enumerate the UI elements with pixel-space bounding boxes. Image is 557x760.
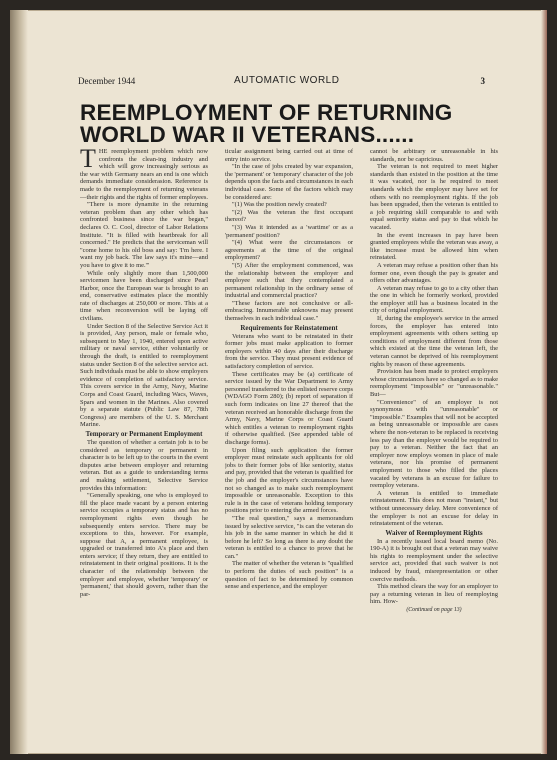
- drop-cap: T: [80, 148, 96, 173]
- issue-date: December 1944: [78, 76, 136, 86]
- section-heading: Waiver of Reemployment Rights: [385, 528, 483, 537]
- list-item: "(3) Was it intended as a 'wartime' or as a 'permanent' position?: [225, 223, 353, 239]
- paragraph: While only slightly more than 1,500,000 servicemen have been discharged since Pearl Harbor, once the European war is brought to an end, conservative estimates place the monthly rate of discharges at 250,000 or more. This at a time when reconversion will be laying off civilians.: [80, 269, 208, 323]
- paragraph: "These factors are not conclusive or all-embracing. Innumerable unknowns may present themselves in each individual case.": [225, 299, 353, 323]
- paragraph: This method clears the way for an employer to pay a returning veteran in lieu of reemploying him. How-: [370, 583, 498, 606]
- paragraph: Provision has been made to protect employers whose circumstances have so changed as to make reemployment "impossible" or "unreasonable." But—: [370, 368, 498, 398]
- paragraph: A veteran is entitled to immediate reinstatement. This does not mean "instant," but without unnecessary delay. Mere convenience of the employer is not an excuse for delay in reinstatement of the veteran.: [370, 489, 498, 528]
- paragraph: Veterans who want to be reinstated in their former jobs must make application to former employers within 40 days after their discharge from the service. They must present evidence of satisfactory completion of service.: [225, 332, 353, 371]
- paragraph: cannot be arbitrary or unreasonable in his standards, nor be capricious.: [370, 148, 498, 163]
- paragraph: "Generally speaking, one who is employed to fill the place made vacant by a person entering service occupies a temporary status and has no reemployment rights even though he subsequently enters service. There may be exceptions to this, however. For example, suppose that A, a permanent employee, is upgraded or transferred into A's place and then enters service; if they return, they are entitled to reinstatement in their original positions. It is the character of the relationship between the employer and employee, whether 'temporary' or 'permanent,' that should govern, rather than the par-: [80, 492, 208, 598]
- magazine-name: AUTOMATIC WORLD: [234, 75, 340, 86]
- section-heading: Requirements for Reinstatement: [240, 323, 338, 332]
- paragraph: "Convenience" of an employer is not synonymous with "unreasonable" or "impossible." Examples that will not be accepted as being unreasonable or impossible are cases where the non-veteran to be replaced is receiving less pay than the employer would be required to pay to a veteran. Neither the fact that an employer now employs women in place of male veterans, nor his promise of permanent employment to those who filled the places vacated by veterans is an excuse for failure to reemploy veterans.: [370, 398, 498, 490]
- paragraph: These certificates may be (a) certificate of service issued by the War Department to Army personnel transferred to the enlisted reserve corps (WDAGO Form 280); (b) report of separation if such form indicates on line 27 thereof that the veteran received an honorable discharge from the Army, Navy, Marine Corps or Coast Guard which entitles a veteran to reemployment rights if otherwise qualified. (See appended table of discharge forms).: [225, 370, 353, 446]
- section-heading: Temporary or Permanent Employment: [85, 429, 203, 438]
- paragraph: The question of whether a certain job is to be considered as temporary or permanent in character is to be left up to the courts in the event disputes arise between employer and returning veteran. But as a guide to understanding terms and making settlement, Selective Service provides this information:: [80, 438, 208, 492]
- paragraph: In a recently issued local board memo (No. 190-A) it is brought out that a veteran may waive his rights to reemployment under the selective service act, provided that such waiver is not induced by fraud, misrepresentation or other coercive methods.: [370, 537, 498, 583]
- paragraph: A veteran may refuse to go to a city other than the one in which he formerly worked, provided the employer still has a business located in the city of original employment.: [370, 284, 498, 315]
- continued-note: (Continued on page 13): [406, 607, 462, 614]
- paragraph: If, during the employee's service in the armed forces, the employer has entered into employment agreements with others setting up conditions of employment different from those which existed at the time the veteran left, the veteran cannot be deprived of his reemployment rights by reason of these agreements.: [370, 315, 498, 368]
- paragraph: A veteran may refuse a position other than his former one, even though the pay is greater and offers other advantages.: [370, 261, 498, 285]
- list-item: "(2) Was the veteran the first occupant thereof?: [225, 208, 353, 224]
- magazine-page: [10, 10, 547, 754]
- column-3: [370, 148, 498, 744]
- paragraph: "The real question," says a memorandum issued by selective service, "is can the veteran do his job in the same manner in which he did it before he left? So long as there is any doubt the veteran is entitled to a chance to prove that he can.": [225, 514, 353, 560]
- paragraph: Under Section 8 of the Selective Service Act it is provided, Any person, male or female who, subsequent to May 1, 1940, entered upon active military or naval service, either voluntarily or through the draft, is entitled to reemployment status under Section 8 of the selective service act. Such individuals must be able to show employers evidence of completion of satisfactory service. This covers service in the Army, Navy, Marine Corps and Coast Guard, including Wacs, Waves, Spars and women in the Marines. Also covered by a separate statute (Public Law 87, 78th Congress) are members of the U. S. Merchant Marine.: [80, 322, 208, 429]
- column-2: [225, 148, 353, 744]
- page-number: 3: [480, 76, 485, 86]
- paragraph: "There is more dynamite in the returning veteran problem than any other which has confronted business since the war began," declares O. C. Cool, director of Labor Relations Institute. "It is filled with heartbreak for all concerned." He predicts that the serviceman will "come home to his old boss and say: 'I'm here. I want my job back. The law says it's mine—and you have to give it to me.'": [80, 201, 208, 269]
- article-title: REEMPLOYMENT OF RETURNING WORLD WAR II VETERANS......: [80, 100, 453, 147]
- list-item: "(4) What were the circumstances or agreements at the time of the original employment?: [225, 239, 353, 262]
- running-header: [78, 76, 485, 88]
- paragraph: The matter of whether the veteran is "qualified to perform the duties of such position" is a question of fact to be determined by common sense and experience, and the employer: [225, 560, 353, 591]
- paragraph: ticular assignment being carried out at time of entry into service.: [225, 148, 353, 163]
- page-edge: [541, 10, 547, 754]
- column-1: [80, 148, 208, 744]
- paragraph: In the event increases in pay have been granted employees while the veteran was away, a like increase must be allowed him when reinstated.: [370, 231, 498, 262]
- list-item: "(1) Was the position newly created?: [232, 201, 327, 209]
- article-body: [80, 148, 498, 744]
- list-item: "(5) After the employment commenced, was the relationship between the employer and employee such that they contemplated a permanent relationship in the ordinary sense of industrial and commercial practice?: [225, 261, 353, 300]
- paragraph: The veteran is not required to meet higher standards than existed in the position at the time it was vacated, nor is he required to meet standards which the employer may have set for others with no reemployment rights. If the job has been upgraded, then the veteran is entitled to a job requiring skill comparable to and with equal seniority status and pay to that which he vacated.: [370, 163, 498, 231]
- paragraph: "In the case of jobs created by war expansion, the 'permanent' or 'temporary' character of the job depends upon the facts and circumstances in each individual case. Some of the factors which may be considered are:: [225, 163, 353, 201]
- page-binding: [10, 10, 28, 754]
- paragraph: THE reemployment problem which now confronts the clean-ing industry and which will grow increasingly serious as the war with Germany nears an end is one which demands immediate considerasion. Reference is made to the reemployment of returning veterans—their rights and the rights of former employees.: [80, 148, 208, 201]
- paragraph: Upon filing such application the former employer must reinstate such applicants for old jobs to their former jobs of like seniority, status and pay, provided that the veteran is qualified for the job and the employer's circumstances have not so changed as to make such reemployment impossible or unreasonable. Exception to this rule is in the case of veterans holding temporary positions prior to entering the armed forces.: [225, 446, 353, 515]
